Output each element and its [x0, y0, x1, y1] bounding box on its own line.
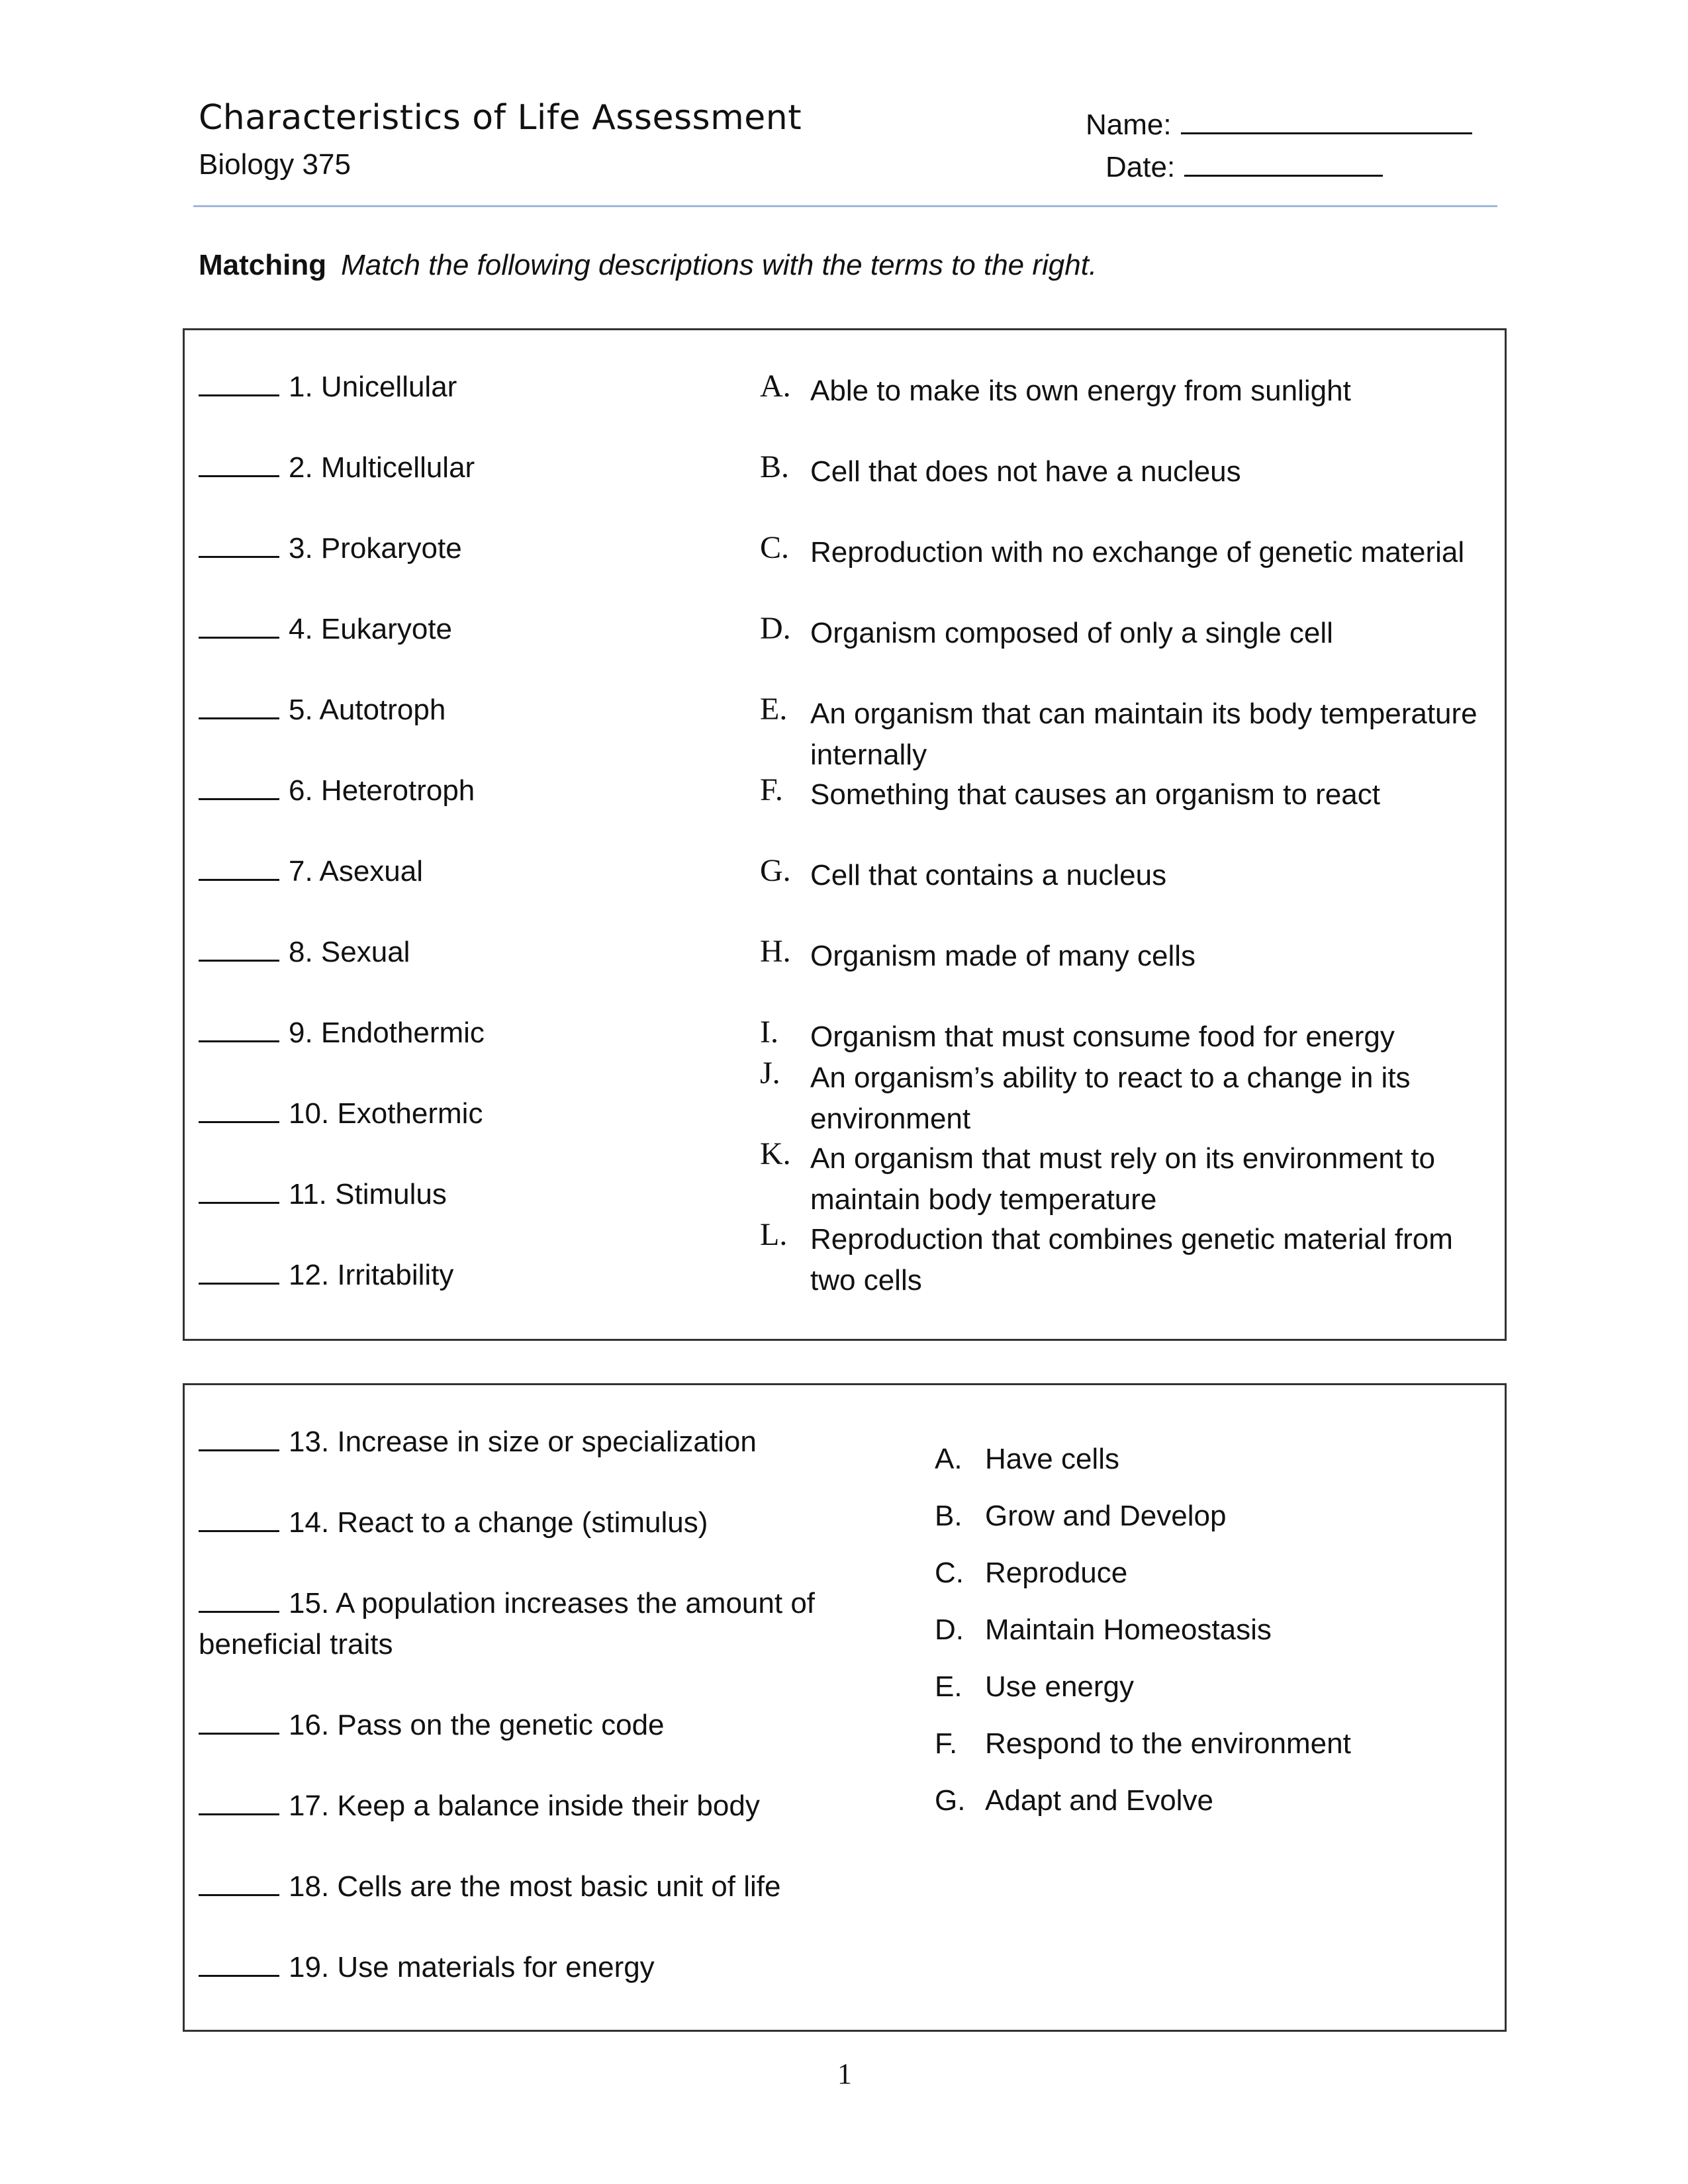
answer-definition: Grow and Develop: [985, 1500, 1227, 1532]
answer-blank[interactable]: [199, 371, 279, 396]
question-text: 8. Sexual: [289, 936, 410, 968]
date-field: [1105, 148, 1383, 184]
question-item: [199, 1506, 708, 1539]
answer-blank[interactable]: [199, 936, 279, 962]
question-item: [199, 1583, 874, 1665]
question-item: [199, 1426, 757, 1459]
answer-definition: Respond to the environment: [985, 1727, 1351, 1760]
matching-box-2: [183, 1383, 1507, 2032]
question-text: 14. React to a change (stimulus): [289, 1506, 708, 1539]
question-text: 4. Eukaryote: [289, 613, 453, 645]
question-text: 2. Multicellular: [289, 451, 475, 484]
answer-definition: Maintain Homeostasis: [985, 1614, 1272, 1646]
answer-definition: Have cells: [985, 1443, 1119, 1475]
answer-definition: Reproduction that combines genetic material from two cells: [810, 1223, 1453, 1297]
answer-definition: Something that causes an organism to react: [810, 778, 1380, 811]
course-name: Biology 375: [199, 148, 351, 181]
question-item: [199, 774, 475, 807]
header-divider: [193, 205, 1497, 207]
date-label: Date:: [1105, 151, 1176, 183]
question-item: [199, 451, 475, 484]
answer-blank[interactable]: [199, 1790, 279, 1815]
answer-letter: J.: [760, 1056, 780, 1091]
answer-blank[interactable]: [199, 1870, 279, 1896]
date-blank[interactable]: [1184, 148, 1383, 177]
instructions-text: Match the following descriptions with the terms to the right.: [341, 249, 1098, 281]
question-text: 18. Cells are the most basic unit of life: [289, 1870, 781, 1903]
question-text: 10. Exothermic: [289, 1097, 483, 1130]
question-item: [199, 371, 457, 404]
answer-blank[interactable]: [199, 613, 279, 639]
answer-blank[interactable]: [199, 1017, 279, 1042]
answer-letter: A.: [935, 1443, 962, 1475]
question-item: [199, 1790, 760, 1823]
answer-definition: An organism that must rely on its environment to maintain body temperature: [810, 1142, 1435, 1216]
answer-letter: I.: [760, 1015, 778, 1050]
answer-letter: G.: [935, 1784, 966, 1817]
answer-definition: Cell that contains a nucleus: [810, 859, 1167, 891]
answer-definition: Organism composed of only a single cell: [810, 617, 1333, 649]
answer-definition: Use energy: [985, 1670, 1135, 1703]
answer-letter: A.: [760, 369, 791, 404]
answer-letter: D.: [935, 1614, 964, 1646]
answer-blank[interactable]: [199, 855, 279, 881]
answer-blank[interactable]: [199, 1709, 279, 1735]
answer-definition: Organism that must consume food for energy: [810, 1021, 1395, 1053]
answer-letter: F.: [760, 772, 783, 807]
question-item: [199, 936, 410, 969]
question-item: [199, 613, 452, 646]
question-text: 13. Increase in size or specialization: [289, 1426, 757, 1458]
answer-letter: C.: [935, 1557, 964, 1589]
question-text: 17. Keep a balance inside their body: [289, 1790, 760, 1822]
answer-definition: Reproduction with no exchange of genetic material: [810, 536, 1465, 569]
answer-blank[interactable]: [199, 532, 279, 558]
question-item: [199, 1870, 780, 1903]
answer-letter: L.: [760, 1217, 788, 1252]
answer-blank[interactable]: [199, 1178, 279, 1204]
answer-blank[interactable]: [199, 1426, 279, 1451]
instructions: [199, 249, 1097, 282]
question-item: [199, 855, 423, 888]
answer-blank[interactable]: [199, 1097, 279, 1123]
answer-blank[interactable]: [199, 1506, 279, 1532]
question-text: 15. A population increases the amount of beneficial traits: [199, 1587, 816, 1661]
answer-letter: C.: [760, 530, 790, 565]
answer-blank[interactable]: [199, 694, 279, 719]
answer-definition: Cell that does not have a nucleus: [810, 455, 1241, 488]
answer-letter: F.: [935, 1727, 958, 1760]
question-text: 1. Unicellular: [289, 371, 457, 403]
question-text: 7. Asexual: [289, 855, 424, 887]
answer-letter: E.: [760, 692, 788, 727]
answer-blank[interactable]: [199, 1259, 279, 1285]
question-text: 3. Prokaryote: [289, 532, 462, 565]
answer-letter: E.: [935, 1670, 962, 1703]
answer-definition: Adapt and Evolve: [985, 1784, 1213, 1817]
question-text: 16. Pass on the genetic code: [289, 1709, 665, 1741]
question-item: [199, 1259, 453, 1292]
name-blank[interactable]: [1181, 106, 1472, 134]
answer-letter: D.: [760, 611, 791, 646]
page-number: 1: [837, 2058, 852, 2090]
answer-definition: An organism’s ability to react to a change in its environment: [810, 1062, 1411, 1135]
answer-letter: G.: [760, 853, 791, 888]
question-text: 11. Stimulus: [289, 1178, 447, 1210]
answer-blank[interactable]: [199, 451, 279, 477]
question-text: 9. Endothermic: [289, 1017, 485, 1049]
question-item: [199, 694, 445, 727]
instructions-heading: Matching: [199, 249, 327, 281]
name-field: [1086, 106, 1472, 142]
answer-letter: H.: [760, 934, 791, 969]
answer-letter: B.: [760, 449, 790, 484]
answer-blank[interactable]: [199, 774, 279, 800]
name-label: Name:: [1086, 109, 1172, 141]
question-item: [199, 1709, 665, 1742]
question-item: [199, 1017, 485, 1050]
answer-definition: Able to make its own energy from sunlight: [810, 375, 1351, 407]
answer-blank[interactable]: [199, 1951, 279, 1977]
answer-letter: B.: [935, 1500, 962, 1532]
worksheet-title: Characteristics of Life Assessment: [199, 98, 802, 138]
question-text: 6. Heterotroph: [289, 774, 475, 807]
question-text: 12. Irritability: [289, 1259, 454, 1291]
question-text: 5. Autotroph: [289, 694, 446, 726]
answer-letter: K.: [760, 1136, 791, 1171]
question-item: [199, 1951, 655, 1984]
answer-blank[interactable]: [199, 1587, 279, 1613]
question-item: [199, 1097, 483, 1130]
answer-definition: Organism made of many cells: [810, 940, 1196, 972]
question-item: [199, 1178, 447, 1211]
answer-definition: An organism that can maintain its body temperature internally: [810, 698, 1477, 771]
question-item: [199, 532, 462, 565]
answer-definition: Reproduce: [985, 1557, 1128, 1589]
question-text: 19. Use materials for energy: [289, 1951, 655, 1983]
